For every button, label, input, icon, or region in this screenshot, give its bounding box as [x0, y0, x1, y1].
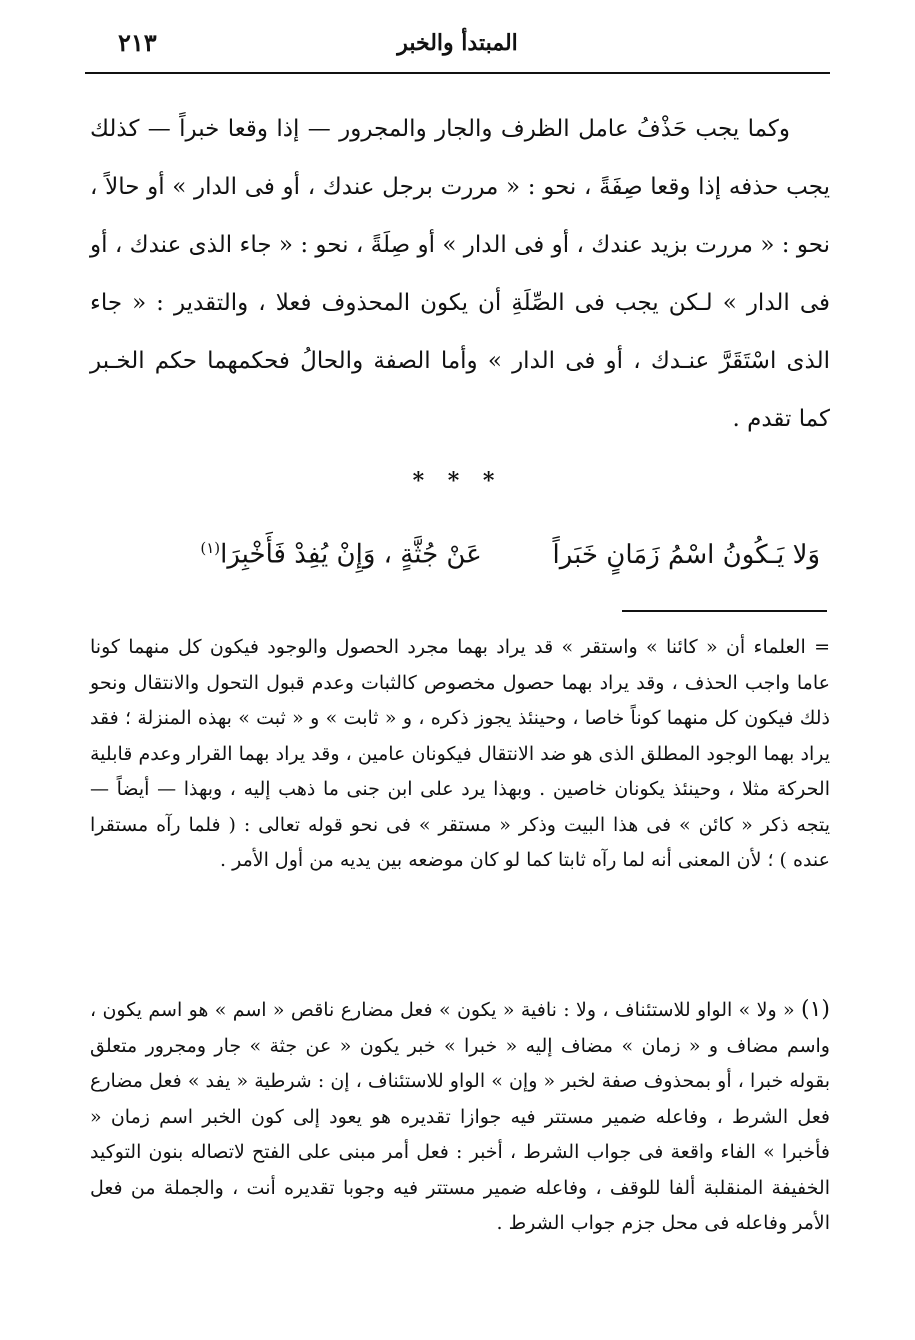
- running-title: المبتدأ والخبر: [397, 30, 518, 56]
- verse: [110, 528, 820, 575]
- section-separator: * * *: [412, 468, 503, 494]
- footnote-number: (١): [800, 997, 830, 1022]
- footnote-reference: (١): [200, 539, 221, 557]
- verse-second-hemistich-text: عَنْ جُثَّةٍ ، وَإِنْ يُفِدْ فَأَخْبِرَا: [220, 539, 482, 570]
- body-text: [90, 100, 830, 448]
- header-rule: [85, 72, 830, 74]
- verse-second-hemistich: [122, 528, 482, 575]
- footnote-1: [90, 992, 830, 1242]
- footnote-continued: [90, 630, 830, 879]
- page-number: ٢١٣: [118, 28, 157, 57]
- verse-first-hemistich: وَلا يَـكُونُ اسْمُ زَمَانٍ خَبَراً: [552, 539, 820, 570]
- body-paragraph: وكما يجب حَذْفُ عامل الظرف والجار والمجرور — إذا وقعا خبراً — كذلك يجب حذفه إذا وقعا صِفَةً ، نحو : « مررت برجل عندك ، أو فى الدار » أو حالاً ، نحو : « مررت بزيد عندك ، أو فى الدار » أو صِلَةً ، نحو : « جاء الذى عندك ، أو فى الدار » لـكن يجب فى الصِّلَةِ أن يكون المحذوف فعلا ، والتقدير : « جاء الذى اسْتَقَرَّ عنـدك ، أو فى الدار » وأما الصفة والحالُ فحكمهما حكم الخـبر كما تقدم .: [90, 116, 830, 432]
- footnote-1-text: « ولا » الواو للاستئناف ، ولا : نافية « يكون » فعل مضارع ناقص « اسم » هو اسم يكون ، واسم مضاف و « زمان » مضاف إليه « خبرا » خبر يكون « عن جثة » جار ومجرور متعلق بقوله خبرا ، أو بمحذوف صفة لخبر « وإن » الواو للاستئناف ، إن : شرطية « يفد » فعل مضارع فعل الشرط ، وفاعله ضمير مستتر فيه جوازا تقديره هو يعود إلى كون الخبر اسم زمان « فأخبرا » الفاء واقعة فى جواب الشرط ، أخبر : فعل أمر مبنى على الفتح لاتصاله بنون التوكيد الخفيفة المنقلبة ألفا للوقف ، وفاعله ضمير مستتر فيه وجوبا تقديره أنت ، والجملة من فعل الأمر وفاعله فى محل جزم جواب الشرط .: [90, 999, 830, 1234]
- footnote-1-paragraph: [90, 992, 830, 1242]
- footnote-rule: [622, 610, 827, 612]
- footnote-continued-text: = العلماء أن « كائنا » واستقر » قد يراد بهما مجرد الحصول والوجود فيكون كل منهما كونا عاما واجب الحذف ، وقد يراد بهما حصول مخصوص كالثبات وعدم قبول التحول والانتقال ونحو ذلك فيكون كل منهما كوناً خاصا ، وحينئذ يجوز ذكره ، و « ثابت » و « ثبت » بهذه المنزلة ؛ فقد يراد بهما الوجود المطلق الذى هو ضد الانتقال فيكونان عامين ، وقد يراد بهما القرار وعدم قابلية الحركة مثلا ، وحينئذ يكونان خاصين . وبهذا يرد على ابن جنى ما ذهب إليه ، وبهذا — أيضاً — يتجه ذكر « كائن » فى هذا البيت وذكر « مستقر » فى نحو قوله تعالى : ( فلما رآه مستقرا عنده ) ؛ لأن المعنى أنه لما رآه ثابتا كما لو كان موضعه بين يديه من أول الأمر .: [90, 636, 830, 871]
